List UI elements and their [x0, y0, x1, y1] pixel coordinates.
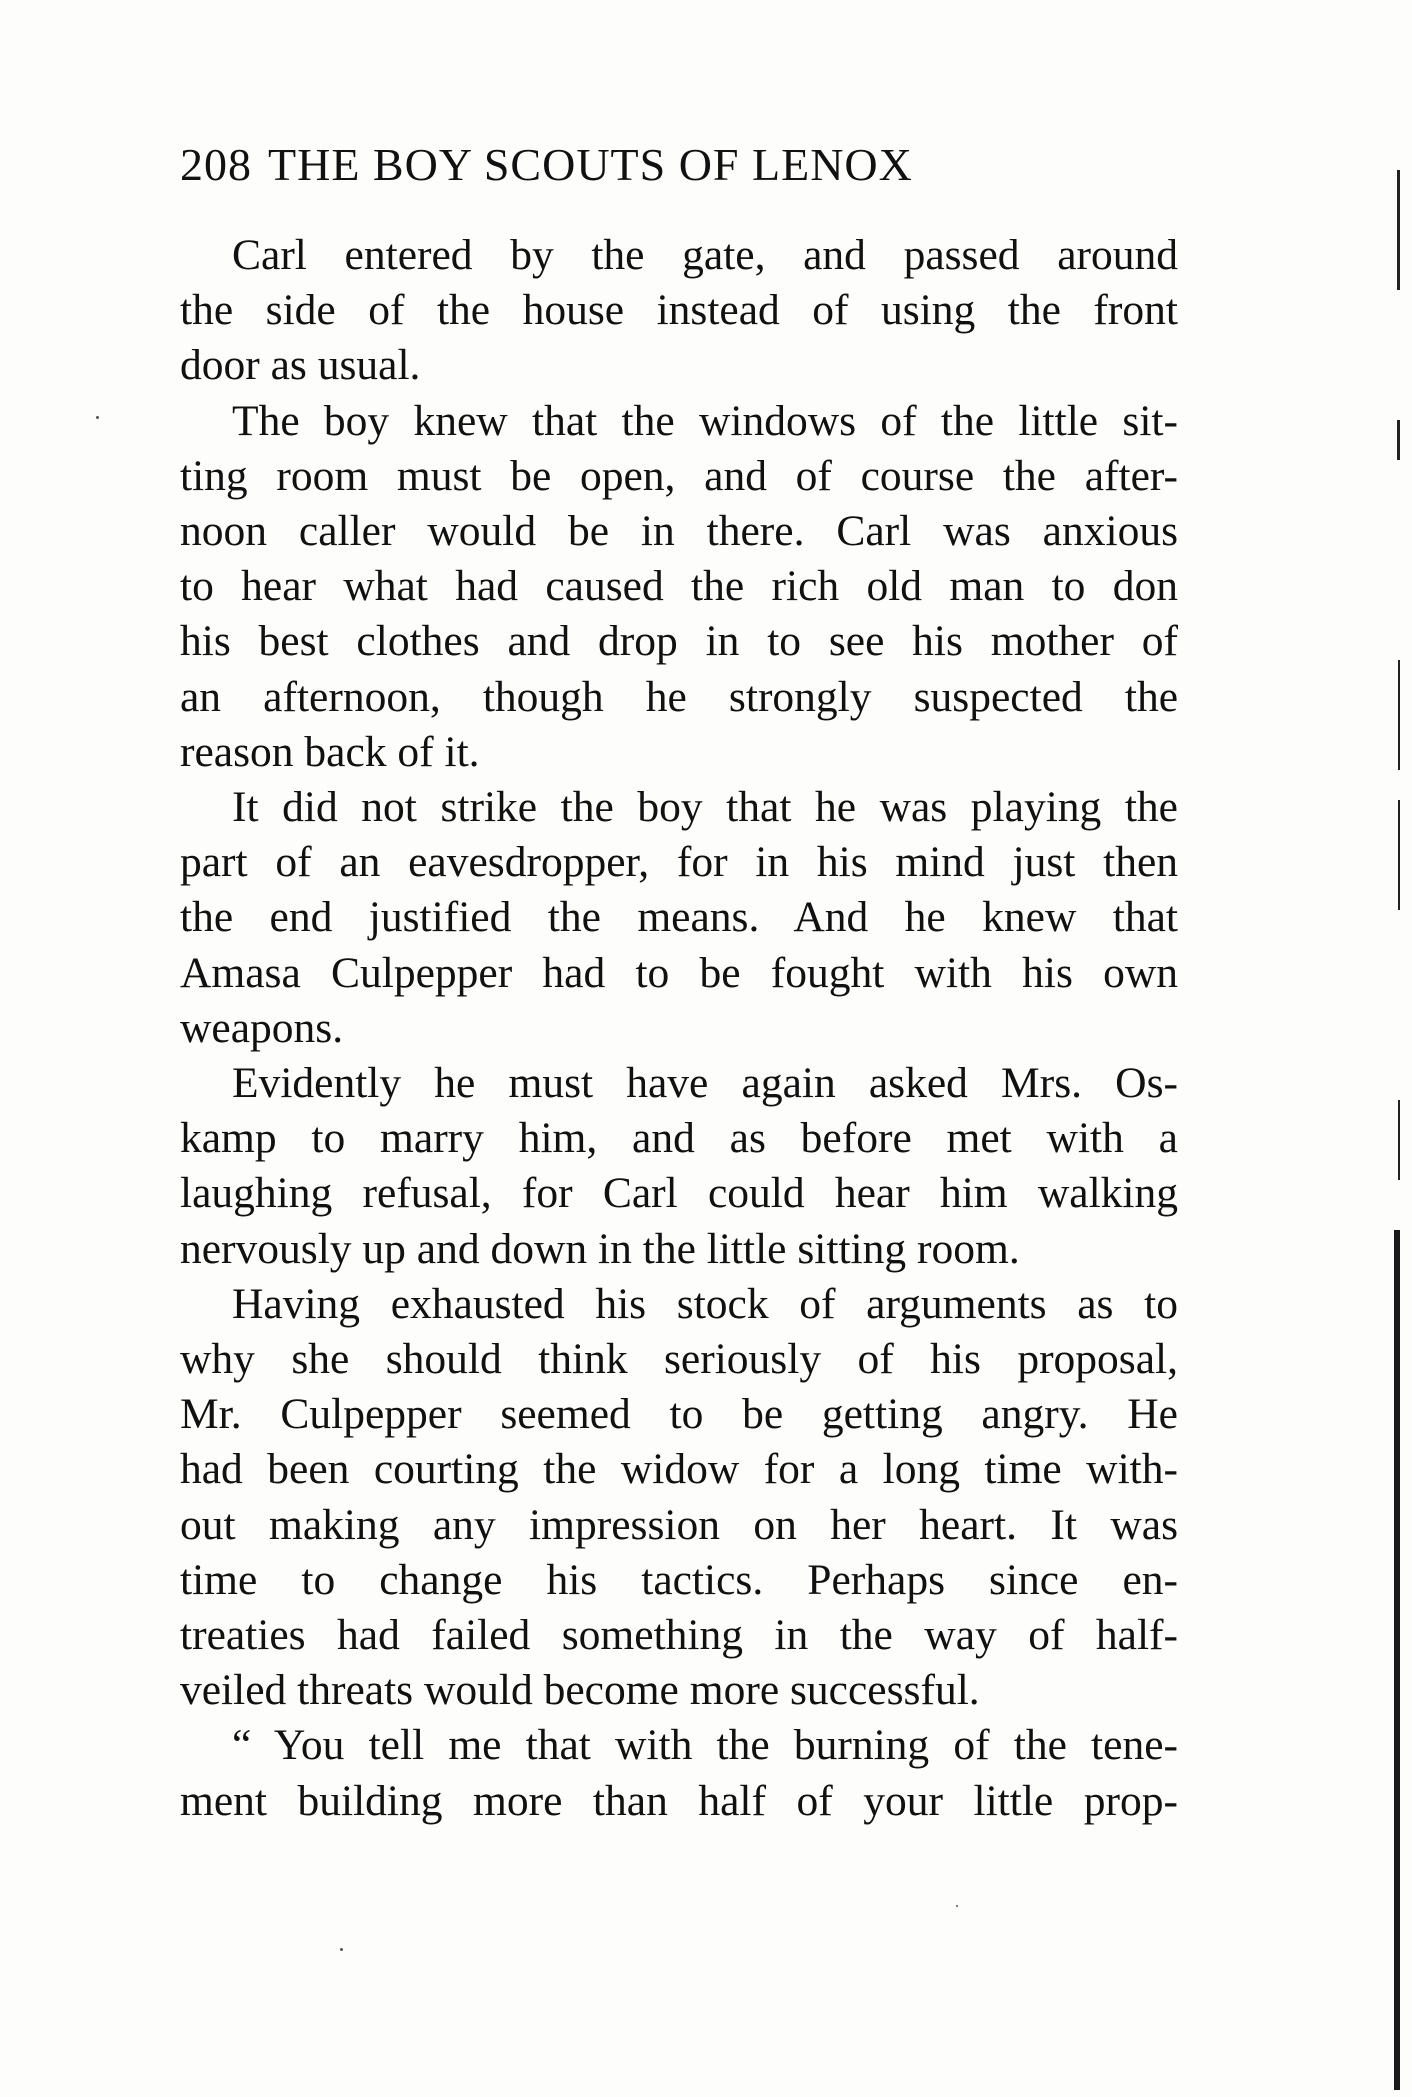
text-line: “ You tell me that with the burning of the tene-: [232, 1721, 1178, 1770]
scan-edge: [1394, 1230, 1400, 2090]
text-line: kamp to marry him, and as before met with a: [180, 1114, 1178, 1163]
text-line: laughing refusal, for Carl could hear him walking: [180, 1169, 1178, 1218]
page-number: 208: [180, 139, 252, 190]
text-line: Amasa Culpepper had to be fought with his own: [180, 948, 1178, 997]
text-line: Mr. Culpepper seemed to be getting angry. He: [180, 1390, 1178, 1439]
scan-edge: [1398, 660, 1400, 770]
paragraph: [180, 780, 1178, 1056]
scan-edge: [1398, 800, 1400, 910]
text-line: Having exhausted his stock of arguments as to: [232, 1279, 1178, 1328]
paragraph: [180, 1718, 1178, 1828]
text-line: The boy knew that the windows of the little sit-: [232, 396, 1178, 445]
text-line: part of an eavesdropper, for in his mind just then: [180, 838, 1178, 887]
text-line: his best clothes and drop in to see his mother of: [180, 617, 1178, 666]
scan-speck: [956, 1905, 958, 1907]
text-line: the side of the house instead of using the front: [180, 286, 1178, 335]
body-text: [180, 228, 1178, 1829]
scan-edge: [1398, 1100, 1400, 1180]
text-line: the end justified the means. And he knew that: [180, 893, 1178, 942]
text-line: veiled threats would become more successful.: [180, 1666, 980, 1715]
running-title: THE BOY SCOUTS OF LENOX: [268, 139, 913, 190]
text-line: to hear what had caused the rich old man to don: [180, 562, 1178, 611]
paragraph: [180, 1277, 1178, 1719]
text-line: had been courting the widow for a long time with-: [180, 1445, 1178, 1494]
scan-edge: [1397, 420, 1400, 460]
paragraph: [180, 394, 1178, 780]
text-line: It did not strike the boy that he was playing the: [232, 783, 1178, 832]
text-line: ting room must be open, and of course the after-: [180, 451, 1178, 500]
text-line: time to change his tactics. Perhaps since en-: [180, 1555, 1178, 1604]
scan-edge: [1397, 170, 1400, 290]
text-line: Evidently he must have again asked Mrs. Os-: [232, 1059, 1178, 1108]
text-line: noon caller would be in there. Carl was anxious: [180, 507, 1178, 556]
text-line: why she should think seriously of his proposal,: [180, 1335, 1178, 1384]
text-line: door as usual.: [180, 341, 421, 390]
text-line: treaties had failed something in the way of half-: [180, 1611, 1178, 1660]
paragraph: [180, 228, 1178, 394]
text-line: nervously up and down in the little sitting room.: [180, 1224, 1020, 1273]
paragraph: [180, 1056, 1178, 1277]
scan-speck: [340, 1948, 343, 1951]
text-line: ment building more than half of your little prop-: [180, 1776, 1178, 1825]
text-line: Carl entered by the gate, and passed around: [232, 231, 1178, 279]
scan-speck: [96, 416, 99, 419]
text-line: an afternoon, though he strongly suspected the: [180, 672, 1178, 721]
running-header: [180, 138, 913, 191]
text-line: reason back of it.: [180, 727, 480, 776]
text-line: weapons.: [180, 1003, 344, 1052]
text-line: out making any impression on her heart. It was: [180, 1500, 1178, 1549]
